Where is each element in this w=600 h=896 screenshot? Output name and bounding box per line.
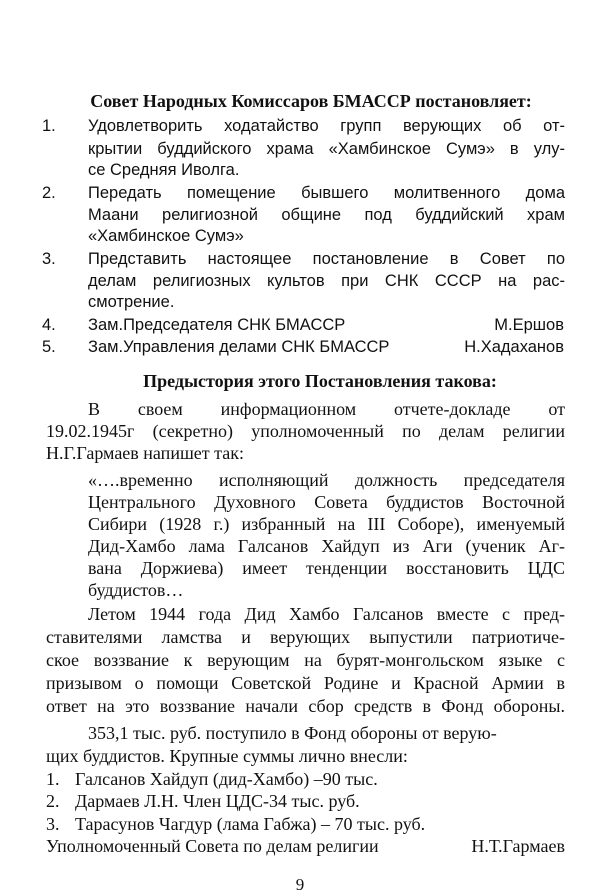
item-number: 5. [42, 338, 56, 356]
item-number: 3. [42, 250, 56, 268]
signatory-title: Уполномоченный Совета по делам религии [46, 836, 379, 856]
text-line: «….временно исполняющий должность председателя [88, 470, 565, 490]
text-line: В своем информационном отчете-докладе от [88, 399, 565, 419]
signatory-name: М.Ершов [494, 316, 564, 334]
text-line: Центрального Духовного Совета буддистов Восточной [88, 492, 565, 512]
text-line: Сибири (1928 г.) избранный на III Соборе), именуемый [88, 514, 565, 534]
text-line: ставителями ламства и верующих выпустили патриотиче- [46, 627, 565, 647]
item-number: 2. [42, 184, 56, 202]
text-line: призывом о помощи Советской Родине и Красной Армии в [46, 673, 565, 693]
item-line: смотрение. [88, 293, 175, 311]
history-heading: Предыстория этого Постановления такова: [143, 371, 497, 391]
donor-number: 1. [46, 769, 60, 789]
text-line: Н.Г.Гармаев напишет так: [46, 443, 244, 463]
donor-number: 3. [46, 814, 60, 834]
signatory-title: Зам.Управления делами СНК БМАССР [88, 338, 390, 356]
signatory-name: Н.Хадаханов [464, 338, 564, 356]
signatory-name: Н.Т.Гармаев [471, 836, 565, 856]
text-line: вана Доржиева) имеет тенденции восстановить ЦДС [88, 558, 565, 578]
text-line: 19.02.1945г (секретно) уполномоченный по делам религии [46, 421, 565, 441]
item-line: се Средняя Иволга. [88, 161, 240, 179]
item-line: Удовлетворить ходатайство групп верующих об от- [88, 117, 565, 135]
signatory-title: Зам.Председателя СНК БМАССР [88, 316, 346, 334]
item-line: Передать помещение бывшего молитвенного дома [88, 184, 565, 202]
text-line: Летом 1944 года Дид Хамбо Галсанов вместе с пред- [88, 604, 565, 624]
text-line: 353,1 тыс. руб. поступило в Фонд обороны от верую- [88, 723, 497, 743]
text-line: Дид-Хамбо лама Галсанов Хайдуп из Аги (ученик Аг- [88, 536, 565, 556]
text-line: ское воззвание к верующим на бурят-монгольском языке с [46, 650, 565, 670]
resolution-heading: Совет Народных Комиссаров БМАССР постановляет: [90, 91, 532, 111]
text-line: ответ на это воззвание начали сбор средств в Фонд обороны. [46, 696, 565, 716]
item-line: «Хамбинское Сумэ» [88, 227, 244, 245]
page-number: 9 [295, 875, 305, 894]
item-line: Маани религиозной общине под буддийский храм [88, 206, 565, 224]
donor-entry: Тарасунов Чагдур (лама Габжа) – 70 тыс. руб. [75, 814, 426, 834]
text-line: щих буддистов. Крупные суммы лично внесли: [46, 746, 408, 766]
item-number: 4. [42, 316, 56, 334]
donor-number: 2. [46, 791, 60, 811]
text-line: буддистов… [88, 580, 184, 600]
donor-entry: Галсанов Хайдуп (дид-Хамбо) –90 тыс. [75, 769, 378, 789]
item-line: Представить настоящее постановление в Совет по [88, 250, 565, 268]
donor-entry: Дармаев Л.Н. Член ЦДС-34 тыс. руб. [75, 791, 360, 811]
item-line: крытии буддийского храма «Хамбинское Сумэ» в улу- [88, 140, 565, 158]
item-number: 1. [42, 117, 56, 135]
item-line: делам религиозных культов при СНК СССР на рас- [88, 272, 565, 290]
